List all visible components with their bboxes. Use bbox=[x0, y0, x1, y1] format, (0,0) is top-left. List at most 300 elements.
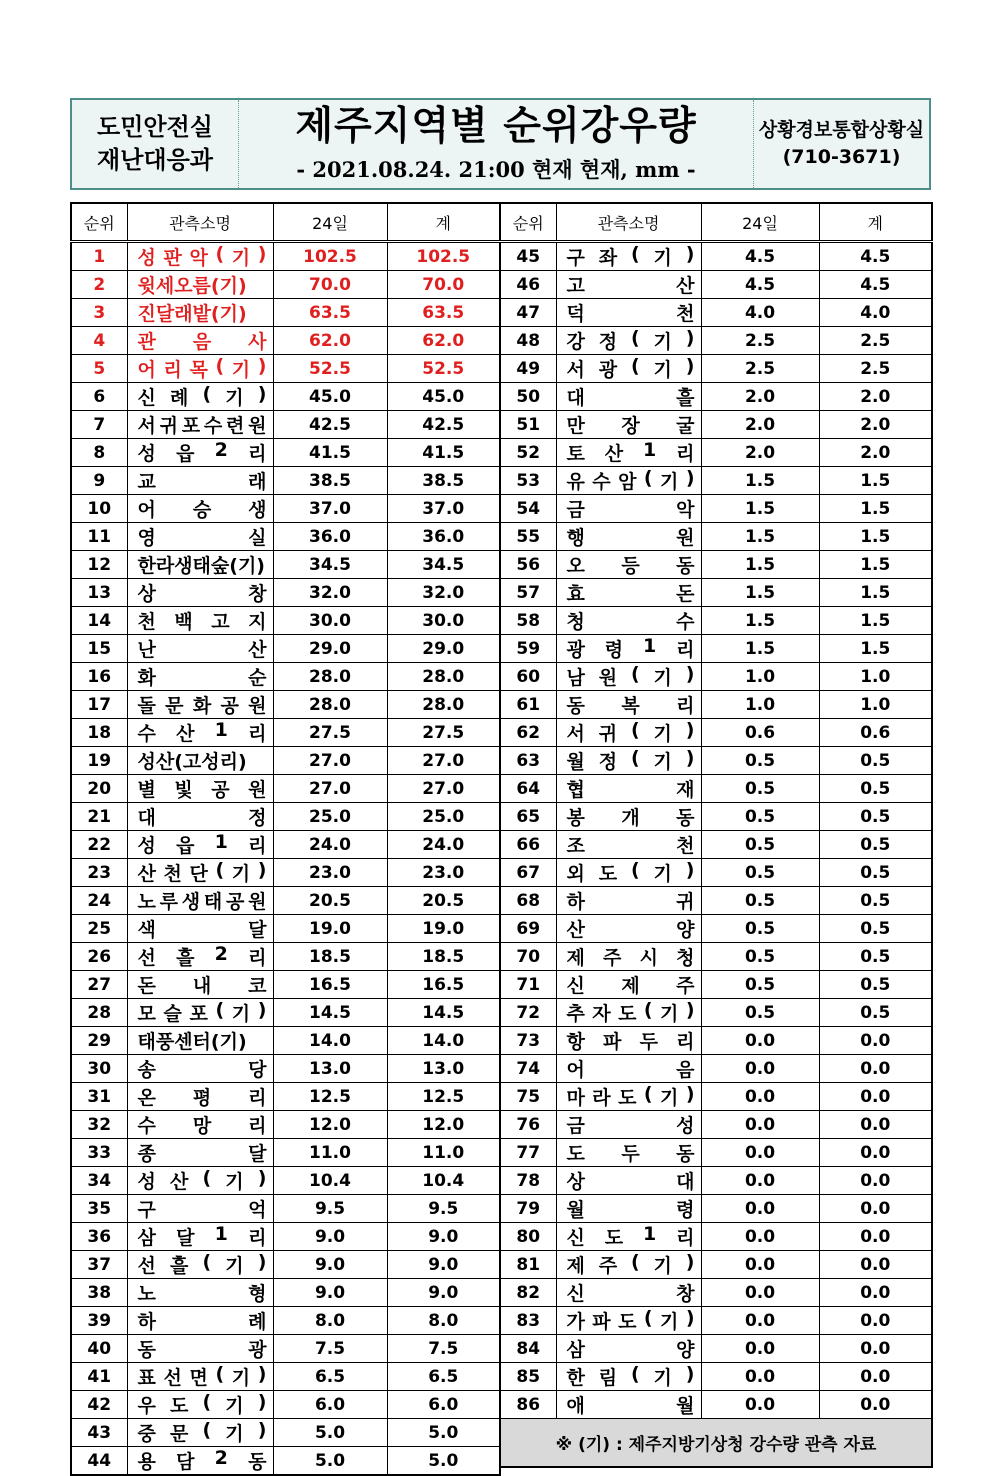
ranking-table-right bbox=[499, 202, 933, 1468]
station-name: 선 흘 ( 기 ) bbox=[137, 1251, 267, 1277]
table-row bbox=[71, 383, 500, 411]
header-station: 관측소명 bbox=[127, 203, 273, 242]
station-name: 구 억 bbox=[137, 1199, 267, 1221]
rank-cell: 29 bbox=[71, 1027, 127, 1055]
station-name-cell bbox=[556, 1083, 701, 1111]
station-name: 상 대 bbox=[566, 1171, 695, 1193]
rank-cell: 38 bbox=[71, 1279, 127, 1307]
station-name: 조 천 bbox=[566, 835, 695, 857]
rank-cell: 55 bbox=[500, 523, 556, 551]
rank-cell: 86 bbox=[500, 1391, 556, 1419]
rank-cell: 6 bbox=[71, 383, 127, 411]
table-row bbox=[500, 663, 932, 691]
rank-cell: 74 bbox=[500, 1055, 556, 1083]
rank-cell: 70 bbox=[500, 943, 556, 971]
station-name-cell bbox=[127, 523, 273, 551]
table-row bbox=[71, 1363, 500, 1391]
station-name-cell bbox=[127, 1391, 273, 1419]
rank-cell: 12 bbox=[71, 551, 127, 579]
total-rainfall-cell: 0.0 bbox=[819, 1279, 932, 1307]
total-rainfall-cell: 11.0 bbox=[387, 1139, 500, 1167]
total-rainfall-cell: 0.5 bbox=[819, 887, 932, 915]
table-row bbox=[500, 355, 932, 383]
station-name-cell bbox=[556, 439, 701, 467]
table-row bbox=[71, 775, 500, 803]
station-name-cell bbox=[127, 747, 273, 775]
station-name: 협 재 bbox=[566, 779, 695, 801]
rank-cell: 53 bbox=[500, 467, 556, 495]
station-name: 태풍센터(기) bbox=[137, 1031, 247, 1053]
station-name: 성 판 악 ( 기 ) bbox=[137, 243, 267, 269]
total-rainfall-cell: 6.0 bbox=[387, 1391, 500, 1419]
station-name: 별 빛 공 원 bbox=[137, 779, 267, 801]
table-row bbox=[71, 803, 500, 831]
rank-cell: 23 bbox=[71, 859, 127, 887]
table-row bbox=[500, 915, 932, 943]
day-rainfall-cell: 34.5 bbox=[273, 551, 387, 579]
rank-cell: 20 bbox=[71, 775, 127, 803]
day-rainfall-cell: 0.0 bbox=[701, 1083, 819, 1111]
table-row bbox=[500, 1167, 932, 1195]
table-row bbox=[71, 691, 500, 719]
table-row bbox=[71, 663, 500, 691]
total-rainfall-cell: 0.5 bbox=[819, 971, 932, 999]
station-name: 성 읍 2 리 bbox=[137, 439, 267, 465]
day-rainfall-cell: 4.0 bbox=[701, 299, 819, 327]
station-name: 강 정 ( 기 ) bbox=[566, 327, 695, 353]
day-rainfall-cell: 0.0 bbox=[701, 1279, 819, 1307]
day-rainfall-cell: 0.0 bbox=[701, 1307, 819, 1335]
rank-cell: 28 bbox=[71, 999, 127, 1027]
rank-cell: 85 bbox=[500, 1363, 556, 1391]
total-rainfall-cell: 0.0 bbox=[819, 1251, 932, 1279]
table-row bbox=[500, 831, 932, 859]
rank-cell: 8 bbox=[71, 439, 127, 467]
total-rainfall-cell: 0.0 bbox=[819, 1083, 932, 1111]
table-row bbox=[500, 1111, 932, 1139]
total-rainfall-cell: 0.0 bbox=[819, 1139, 932, 1167]
station-name-cell bbox=[127, 242, 273, 271]
table-row bbox=[71, 1335, 500, 1363]
table-row bbox=[500, 523, 932, 551]
station-name: 도 두 동 bbox=[566, 1143, 695, 1165]
total-rainfall-cell: 20.5 bbox=[387, 887, 500, 915]
station-name-cell bbox=[556, 467, 701, 495]
table-row bbox=[71, 1223, 500, 1251]
day-rainfall-cell: 27.5 bbox=[273, 719, 387, 747]
station-name: 산 천 단 ( 기 ) bbox=[137, 859, 267, 885]
table-row bbox=[71, 1447, 500, 1476]
station-name-cell bbox=[556, 1251, 701, 1279]
day-rainfall-cell: 6.0 bbox=[273, 1391, 387, 1419]
rank-cell: 83 bbox=[500, 1307, 556, 1335]
total-rainfall-cell: 2.5 bbox=[819, 327, 932, 355]
day-rainfall-cell: 0.0 bbox=[701, 1335, 819, 1363]
rank-cell: 41 bbox=[71, 1363, 127, 1391]
total-rainfall-cell: 0.5 bbox=[819, 747, 932, 775]
station-name: 청 수 bbox=[566, 611, 695, 633]
day-rainfall-cell: 1.0 bbox=[701, 691, 819, 719]
station-name: 동 광 bbox=[137, 1339, 267, 1361]
table-row bbox=[71, 579, 500, 607]
day-rainfall-cell: 1.5 bbox=[701, 635, 819, 663]
day-rainfall-cell: 41.5 bbox=[273, 439, 387, 467]
table-row bbox=[500, 1307, 932, 1335]
day-rainfall-cell: 10.4 bbox=[273, 1167, 387, 1195]
total-rainfall-cell: 27.5 bbox=[387, 719, 500, 747]
station-name-cell bbox=[556, 607, 701, 635]
rank-cell: 24 bbox=[71, 887, 127, 915]
station-name-cell bbox=[127, 691, 273, 719]
header-day: 24일 bbox=[701, 203, 819, 242]
table-row bbox=[500, 579, 932, 607]
station-name: 제 주 시 청 bbox=[566, 947, 695, 969]
station-name-cell bbox=[127, 1139, 273, 1167]
table-row bbox=[71, 747, 500, 775]
table-row bbox=[71, 1251, 500, 1279]
day-rainfall-cell: 2.0 bbox=[701, 383, 819, 411]
total-rainfall-cell: 0.0 bbox=[819, 1223, 932, 1251]
table-row bbox=[500, 411, 932, 439]
day-rainfall-cell: 27.0 bbox=[273, 747, 387, 775]
station-name-cell bbox=[127, 439, 273, 467]
day-rainfall-cell: 62.0 bbox=[273, 327, 387, 355]
total-rainfall-cell: 0.0 bbox=[819, 1335, 932, 1363]
station-name-cell bbox=[127, 663, 273, 691]
rank-cell: 68 bbox=[500, 887, 556, 915]
table-row bbox=[500, 719, 932, 747]
table-row bbox=[500, 495, 932, 523]
station-name-cell bbox=[556, 943, 701, 971]
station-name-cell bbox=[127, 1363, 273, 1391]
day-rainfall-cell: 18.5 bbox=[273, 943, 387, 971]
station-name: 삼 양 bbox=[566, 1339, 695, 1361]
day-rainfall-cell: 2.0 bbox=[701, 439, 819, 467]
station-name-cell bbox=[127, 1027, 273, 1055]
observation-note: ※ (기) : 제주지방기상청 강수량 관측 자료 bbox=[500, 1419, 932, 1468]
day-rainfall-cell: 1.5 bbox=[701, 523, 819, 551]
station-name: 중 문 ( 기 ) bbox=[137, 1419, 267, 1445]
station-name-cell bbox=[127, 887, 273, 915]
station-name-cell bbox=[556, 1363, 701, 1391]
rank-cell: 1 bbox=[71, 242, 127, 271]
station-name-cell bbox=[127, 1419, 273, 1447]
station-name-cell bbox=[127, 971, 273, 999]
rank-cell: 56 bbox=[500, 551, 556, 579]
office-phone: (710-3671) bbox=[782, 146, 901, 168]
table-row bbox=[71, 1055, 500, 1083]
station-name-cell bbox=[556, 551, 701, 579]
station-name: 영 실 bbox=[137, 527, 267, 549]
station-name-cell bbox=[556, 1391, 701, 1419]
day-rainfall-cell: 42.5 bbox=[273, 411, 387, 439]
station-name-cell bbox=[127, 467, 273, 495]
day-rainfall-cell: 0.6 bbox=[701, 719, 819, 747]
rank-cell: 13 bbox=[71, 579, 127, 607]
day-rainfall-cell: 5.0 bbox=[273, 1419, 387, 1447]
day-rainfall-cell: 38.5 bbox=[273, 467, 387, 495]
station-name: 표 선 면 ( 기 ) bbox=[137, 1363, 267, 1389]
day-rainfall-cell: 28.0 bbox=[273, 663, 387, 691]
total-rainfall-cell: 38.5 bbox=[387, 467, 500, 495]
day-rainfall-cell: 0.0 bbox=[701, 1027, 819, 1055]
rank-cell: 5 bbox=[71, 355, 127, 383]
table-row bbox=[500, 943, 932, 971]
table-row bbox=[500, 1055, 932, 1083]
station-name-cell bbox=[556, 635, 701, 663]
rank-cell: 40 bbox=[71, 1335, 127, 1363]
station-name-cell bbox=[127, 719, 273, 747]
total-rainfall-cell: 45.0 bbox=[387, 383, 500, 411]
table-row bbox=[500, 691, 932, 719]
table-row bbox=[500, 607, 932, 635]
total-rainfall-cell: 19.0 bbox=[387, 915, 500, 943]
table-header-row bbox=[71, 203, 500, 242]
rank-cell: 60 bbox=[500, 663, 556, 691]
rank-cell: 48 bbox=[500, 327, 556, 355]
rank-cell: 36 bbox=[71, 1223, 127, 1251]
table-row bbox=[500, 887, 932, 915]
total-rainfall-cell: 6.5 bbox=[387, 1363, 500, 1391]
title-box bbox=[239, 100, 754, 188]
rank-cell: 65 bbox=[500, 803, 556, 831]
station-name-cell bbox=[127, 1111, 273, 1139]
station-name-cell bbox=[127, 411, 273, 439]
table-row bbox=[71, 355, 500, 383]
rank-cell: 26 bbox=[71, 943, 127, 971]
day-rainfall-cell: 0.0 bbox=[701, 1363, 819, 1391]
station-name: 금 악 bbox=[566, 499, 695, 521]
station-name-cell bbox=[556, 579, 701, 607]
day-rainfall-cell: 7.5 bbox=[273, 1335, 387, 1363]
table-row bbox=[500, 299, 932, 327]
table-row bbox=[71, 999, 500, 1027]
total-rainfall-cell: 0.5 bbox=[819, 831, 932, 859]
rank-cell: 69 bbox=[500, 915, 556, 943]
total-rainfall-cell: 70.0 bbox=[387, 271, 500, 299]
day-rainfall-cell: 2.5 bbox=[701, 327, 819, 355]
table-row bbox=[71, 831, 500, 859]
station-name-cell bbox=[127, 915, 273, 943]
rank-cell: 82 bbox=[500, 1279, 556, 1307]
department-line-1: 도민안전실 bbox=[97, 113, 213, 141]
rank-cell: 77 bbox=[500, 1139, 556, 1167]
station-name-cell bbox=[127, 299, 273, 327]
station-name: 천 백 고 지 bbox=[137, 611, 267, 633]
station-name-cell bbox=[127, 803, 273, 831]
station-name-cell bbox=[127, 1055, 273, 1083]
table-row bbox=[500, 1363, 932, 1391]
table-row bbox=[71, 327, 500, 355]
day-rainfall-cell: 102.5 bbox=[273, 242, 387, 271]
rank-cell: 73 bbox=[500, 1027, 556, 1055]
station-name-cell bbox=[556, 383, 701, 411]
station-name-cell bbox=[556, 775, 701, 803]
station-name: 봉 개 동 bbox=[566, 807, 695, 829]
total-rainfall-cell: 1.5 bbox=[819, 607, 932, 635]
day-rainfall-cell: 1.5 bbox=[701, 495, 819, 523]
station-name: 월 령 bbox=[566, 1199, 695, 1221]
day-rainfall-cell: 0.5 bbox=[701, 915, 819, 943]
day-rainfall-cell: 0.5 bbox=[701, 775, 819, 803]
total-rainfall-cell: 0.5 bbox=[819, 999, 932, 1027]
table-row bbox=[71, 551, 500, 579]
total-rainfall-cell: 25.0 bbox=[387, 803, 500, 831]
total-rainfall-cell: 0.5 bbox=[819, 915, 932, 943]
station-name: 애 월 bbox=[566, 1395, 695, 1417]
header-total: 계 bbox=[387, 203, 500, 242]
rank-cell: 31 bbox=[71, 1083, 127, 1111]
day-rainfall-cell: 14.0 bbox=[273, 1027, 387, 1055]
day-rainfall-cell: 29.0 bbox=[273, 635, 387, 663]
total-rainfall-cell: 0.0 bbox=[819, 1307, 932, 1335]
station-name: 어 승 생 bbox=[137, 499, 267, 521]
station-name-cell bbox=[127, 1335, 273, 1363]
day-rainfall-cell: 4.5 bbox=[701, 271, 819, 299]
station-name: 제 주 ( 기 ) bbox=[566, 1251, 695, 1277]
table-row bbox=[71, 1167, 500, 1195]
station-name-cell bbox=[556, 1307, 701, 1335]
total-rainfall-cell: 30.0 bbox=[387, 607, 500, 635]
total-rainfall-cell: 1.5 bbox=[819, 635, 932, 663]
table-row bbox=[500, 271, 932, 299]
day-rainfall-cell: 0.0 bbox=[701, 1195, 819, 1223]
table-row bbox=[71, 1307, 500, 1335]
table-row bbox=[500, 1195, 932, 1223]
station-name: 광 령 1 리 bbox=[566, 635, 695, 661]
day-rainfall-cell: 1.0 bbox=[701, 663, 819, 691]
day-rainfall-cell: 12.0 bbox=[273, 1111, 387, 1139]
station-name: 대 흘 bbox=[566, 387, 695, 409]
total-rainfall-cell: 9.5 bbox=[387, 1195, 500, 1223]
table-row bbox=[71, 719, 500, 747]
total-rainfall-cell: 4.5 bbox=[819, 242, 932, 271]
day-rainfall-cell: 70.0 bbox=[273, 271, 387, 299]
table-row bbox=[500, 971, 932, 999]
station-name-cell bbox=[556, 355, 701, 383]
station-name: 어 음 bbox=[566, 1059, 695, 1081]
day-rainfall-cell: 0.0 bbox=[701, 1251, 819, 1279]
total-rainfall-cell: 0.0 bbox=[819, 1195, 932, 1223]
table-row bbox=[500, 1391, 932, 1419]
rank-cell: 11 bbox=[71, 523, 127, 551]
day-rainfall-cell: 1.5 bbox=[701, 551, 819, 579]
station-name-cell bbox=[556, 1335, 701, 1363]
station-name-cell bbox=[127, 859, 273, 887]
table-row bbox=[71, 271, 500, 299]
table-row bbox=[500, 1223, 932, 1251]
office-name: 상황경보통합상황실 bbox=[758, 119, 925, 141]
table-row bbox=[71, 1027, 500, 1055]
total-rainfall-cell: 1.5 bbox=[819, 551, 932, 579]
rank-cell: 76 bbox=[500, 1111, 556, 1139]
day-rainfall-cell: 2.5 bbox=[701, 355, 819, 383]
header-total: 계 bbox=[819, 203, 932, 242]
station-name: 덕 천 bbox=[566, 303, 695, 325]
station-name: 신 제 주 bbox=[566, 975, 695, 997]
total-rainfall-cell: 37.0 bbox=[387, 495, 500, 523]
table-row bbox=[71, 242, 500, 271]
rank-cell: 3 bbox=[71, 299, 127, 327]
total-rainfall-cell: 7.5 bbox=[387, 1335, 500, 1363]
rank-cell: 30 bbox=[71, 1055, 127, 1083]
total-rainfall-cell: 24.0 bbox=[387, 831, 500, 859]
table-row bbox=[71, 439, 500, 467]
table-row bbox=[500, 635, 932, 663]
table-row bbox=[500, 242, 932, 271]
station-name: 오 등 동 bbox=[566, 555, 695, 577]
station-name: 항 파 두 리 bbox=[566, 1031, 695, 1053]
station-name: 성 산 ( 기 ) bbox=[137, 1167, 267, 1193]
rank-cell: 57 bbox=[500, 579, 556, 607]
day-rainfall-cell: 13.0 bbox=[273, 1055, 387, 1083]
station-name-cell bbox=[127, 635, 273, 663]
station-name: 신 례 ( 기 ) bbox=[137, 383, 267, 409]
station-name-cell bbox=[127, 1223, 273, 1251]
station-name-cell bbox=[556, 242, 701, 271]
day-rainfall-cell: 0.0 bbox=[701, 1139, 819, 1167]
table-row bbox=[71, 411, 500, 439]
total-rainfall-cell: 29.0 bbox=[387, 635, 500, 663]
total-rainfall-cell: 18.5 bbox=[387, 943, 500, 971]
table-row bbox=[500, 1279, 932, 1307]
ranking-table-left bbox=[70, 202, 501, 1476]
station-name-cell bbox=[127, 1279, 273, 1307]
office-box bbox=[754, 100, 929, 188]
rank-cell: 45 bbox=[500, 242, 556, 271]
rank-cell: 22 bbox=[71, 831, 127, 859]
station-name: 상 창 bbox=[137, 583, 267, 605]
station-name: 서 귀 ( 기 ) bbox=[566, 719, 695, 745]
total-rainfall-cell: 27.0 bbox=[387, 747, 500, 775]
day-rainfall-cell: 9.0 bbox=[273, 1279, 387, 1307]
total-rainfall-cell: 0.0 bbox=[819, 1027, 932, 1055]
station-name: 신 도 1 리 bbox=[566, 1223, 695, 1249]
day-rainfall-cell: 30.0 bbox=[273, 607, 387, 635]
day-rainfall-cell: 23.0 bbox=[273, 859, 387, 887]
total-rainfall-cell: 8.0 bbox=[387, 1307, 500, 1335]
day-rainfall-cell: 4.5 bbox=[701, 242, 819, 271]
station-name: 토 산 1 리 bbox=[566, 439, 695, 465]
station-name-cell bbox=[127, 1083, 273, 1111]
station-name: 유 수 암 ( 기 ) bbox=[566, 467, 695, 493]
table-row bbox=[500, 439, 932, 467]
day-rainfall-cell: 0.0 bbox=[701, 1223, 819, 1251]
rank-cell: 67 bbox=[500, 859, 556, 887]
total-rainfall-cell: 13.0 bbox=[387, 1055, 500, 1083]
day-rainfall-cell: 12.5 bbox=[273, 1083, 387, 1111]
rank-cell: 80 bbox=[500, 1223, 556, 1251]
station-name-cell bbox=[127, 831, 273, 859]
table-row bbox=[71, 1279, 500, 1307]
rank-cell: 42 bbox=[71, 1391, 127, 1419]
station-name-cell bbox=[556, 495, 701, 523]
total-rainfall-cell: 1.5 bbox=[819, 579, 932, 607]
rank-cell: 63 bbox=[500, 747, 556, 775]
station-name-cell bbox=[556, 887, 701, 915]
total-rainfall-cell: 32.0 bbox=[387, 579, 500, 607]
station-name: 서 귀 포 수 련 원 bbox=[137, 415, 267, 437]
total-rainfall-cell: 1.5 bbox=[819, 523, 932, 551]
day-rainfall-cell: 45.0 bbox=[273, 383, 387, 411]
day-rainfall-cell: 1.5 bbox=[701, 467, 819, 495]
rank-cell: 47 bbox=[500, 299, 556, 327]
rank-cell: 35 bbox=[71, 1195, 127, 1223]
table-row bbox=[71, 1139, 500, 1167]
table-row bbox=[500, 999, 932, 1027]
station-name-cell bbox=[127, 1251, 273, 1279]
rank-cell: 64 bbox=[500, 775, 556, 803]
